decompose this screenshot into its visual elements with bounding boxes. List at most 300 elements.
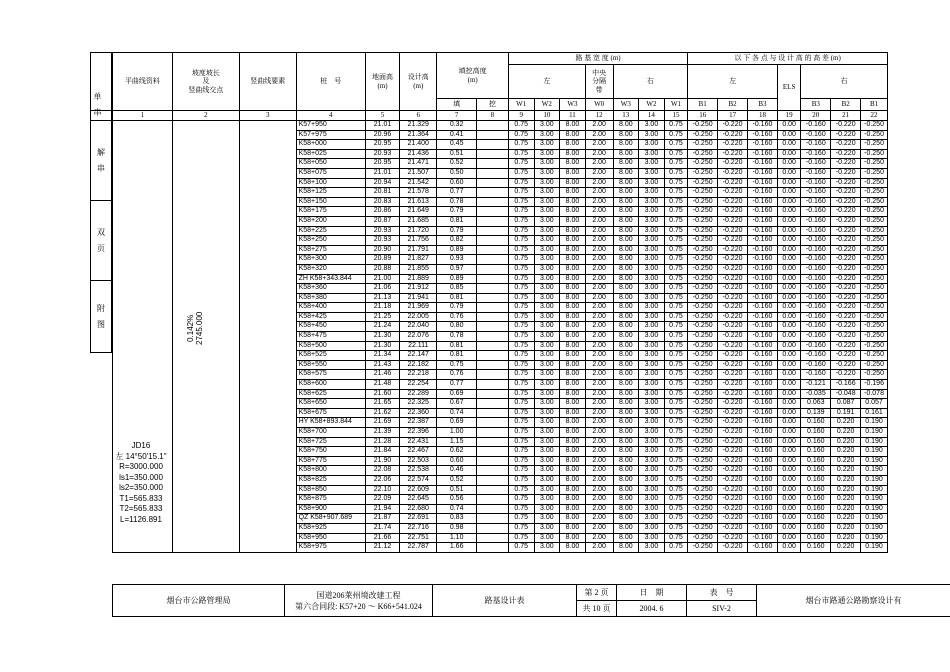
value-cell: 0.00: [777, 274, 800, 284]
value-cell: 0.75: [664, 168, 688, 178]
value-cell: [476, 437, 508, 447]
value-cell: 3.00: [534, 466, 560, 476]
value-cell: -0.220: [718, 341, 748, 351]
value-cell: -0.160: [748, 399, 778, 409]
value-cell: 0.75: [664, 159, 688, 169]
value-cell: -0.160: [748, 245, 778, 255]
value-cell: 3.00: [639, 543, 665, 553]
value-cell: 20.96: [365, 130, 399, 140]
value-cell: 0.75: [664, 121, 688, 131]
value-cell: -0.160: [748, 447, 778, 457]
value-cell: 20.83: [365, 197, 399, 207]
value-cell: 8.00: [560, 408, 586, 418]
value-cell: 21.87: [365, 514, 399, 524]
value-cell: [476, 168, 508, 178]
value-cell: [476, 408, 508, 418]
value-cell: 8.00: [613, 207, 639, 217]
value-cell: 2.00: [585, 312, 613, 322]
value-cell: -0.250: [688, 399, 718, 409]
value-cell: 8.00: [613, 514, 639, 524]
value-cell: 3.00: [639, 140, 665, 150]
value-cell: 22.387: [400, 418, 437, 428]
value-cell: -0.160: [748, 303, 778, 313]
sub-header: W2: [534, 99, 560, 111]
value-cell: 0.75: [508, 284, 534, 294]
value-cell: 0.00: [777, 485, 800, 495]
value-cell: 3.00: [534, 303, 560, 313]
value-cell: 8.00: [613, 284, 639, 294]
value-cell: 3.00: [639, 303, 665, 313]
value-cell: -0.160: [801, 332, 831, 342]
value-cell: 0.52: [437, 475, 476, 485]
value-cell: 0.75: [664, 360, 688, 370]
pile-cell: K58+800: [296, 466, 365, 476]
value-cell: -0.220: [718, 485, 748, 495]
value-cell: -0.220: [831, 121, 861, 131]
header-plane-curve: 平曲线资料: [113, 53, 173, 111]
value-cell: 8.00: [613, 322, 639, 332]
value-cell: 0.56: [437, 495, 476, 505]
value-cell: 3.00: [534, 543, 560, 553]
sub-header: B2: [831, 99, 861, 111]
value-cell: 0.190: [861, 475, 888, 485]
value-cell: 2.00: [585, 159, 613, 169]
value-cell: -0.160: [748, 236, 778, 246]
value-cell: 3.00: [639, 418, 665, 428]
value-cell: 0.75: [664, 456, 688, 466]
value-cell: -0.160: [748, 207, 778, 217]
value-cell: [476, 341, 508, 351]
value-cell: -0.220: [831, 255, 861, 265]
value-cell: 0.78: [437, 332, 476, 342]
value-cell: -0.220: [831, 332, 861, 342]
value-cell: -0.160: [748, 322, 778, 332]
curve-ls2: ls2=350.000: [119, 483, 163, 492]
pile-cell: K58+550: [296, 360, 365, 370]
value-cell: 0.75: [508, 274, 534, 284]
value-cell: 21.889: [400, 274, 437, 284]
value-cell: 0.75: [664, 197, 688, 207]
value-cell: -0.250: [688, 447, 718, 457]
value-cell: 8.00: [613, 312, 639, 322]
value-cell: [476, 399, 508, 409]
value-cell: 0.79: [437, 303, 476, 313]
value-cell: 20.93: [365, 236, 399, 246]
value-cell: 8.00: [560, 197, 586, 207]
value-cell: 0.75: [508, 533, 534, 543]
column-number: 10: [534, 111, 560, 121]
value-cell: [476, 245, 508, 255]
value-cell: -0.250: [688, 475, 718, 485]
value-cell: -0.160: [748, 178, 778, 188]
value-cell: 3.00: [639, 322, 665, 332]
value-cell: -0.220: [718, 207, 748, 217]
column-number: 14: [639, 111, 665, 121]
value-cell: 21.94: [365, 504, 399, 514]
value-cell: -0.160: [801, 274, 831, 284]
value-cell: -0.250: [861, 236, 888, 246]
value-cell: 0.160: [801, 475, 831, 485]
value-cell: 21.18: [365, 303, 399, 313]
pile-cell: K58+900: [296, 504, 365, 514]
value-cell: 3.00: [534, 284, 560, 294]
value-cell: [476, 428, 508, 438]
pile-cell: K58+125: [296, 188, 365, 198]
value-cell: 8.00: [560, 543, 586, 553]
value-cell: 3.00: [534, 380, 560, 390]
value-cell: 0.160: [801, 495, 831, 505]
value-cell: 0.00: [777, 351, 800, 361]
value-cell: 0.75: [508, 226, 534, 236]
value-cell: 3.00: [639, 533, 665, 543]
value-cell: -0.160: [801, 207, 831, 217]
value-cell: 8.00: [613, 159, 639, 169]
value-cell: 0.75: [664, 274, 688, 284]
value-cell: 0.75: [664, 341, 688, 351]
value-cell: 8.00: [613, 293, 639, 303]
value-cell: 21.01: [365, 121, 399, 131]
value-cell: 2.00: [585, 168, 613, 178]
value-cell: 0.00: [777, 533, 800, 543]
value-cell: 3.00: [639, 495, 665, 505]
value-cell: -0.160: [748, 380, 778, 390]
value-cell: -0.160: [748, 149, 778, 159]
pile-cell: K57+975: [296, 130, 365, 140]
value-cell: 20.93: [365, 226, 399, 236]
value-cell: 21.578: [400, 188, 437, 198]
value-cell: 0.00: [777, 399, 800, 409]
value-cell: 0.057: [861, 399, 888, 409]
value-cell: 3.00: [534, 408, 560, 418]
value-cell: 0.62: [437, 447, 476, 457]
value-cell: 8.00: [560, 447, 586, 457]
value-cell: 8.00: [560, 226, 586, 236]
value-cell: -0.220: [831, 226, 861, 236]
value-cell: 22.716: [400, 523, 437, 533]
value-cell: -0.250: [688, 149, 718, 159]
value-cell: 0.75: [508, 399, 534, 409]
value-cell: 8.00: [613, 149, 639, 159]
value-cell: 21.855: [400, 264, 437, 274]
value-cell: -0.250: [688, 341, 718, 351]
value-cell: -0.250: [688, 418, 718, 428]
value-cell: -0.220: [718, 360, 748, 370]
value-cell: 3.00: [534, 312, 560, 322]
value-cell: 20.89: [365, 255, 399, 265]
value-cell: 0.160: [801, 447, 831, 457]
column-number: 9: [508, 111, 534, 121]
value-cell: -0.160: [748, 341, 778, 351]
value-cell: 21.48: [365, 380, 399, 390]
value-cell: 0.75: [508, 236, 534, 246]
value-cell: 1.15: [437, 437, 476, 447]
value-cell: 0.00: [777, 466, 800, 476]
value-cell: 8.00: [560, 159, 586, 169]
value-cell: 8.00: [560, 485, 586, 495]
value-cell: 0.220: [831, 475, 861, 485]
value-cell: -0.220: [718, 121, 748, 131]
value-cell: 8.00: [613, 370, 639, 380]
value-cell: 3.00: [639, 341, 665, 351]
pile-cell: K58+250: [296, 236, 365, 246]
pile-cell: K58+750: [296, 447, 365, 457]
value-cell: 3.00: [534, 322, 560, 332]
value-cell: 0.220: [831, 428, 861, 438]
value-cell: -0.220: [718, 322, 748, 332]
value-cell: 22.396: [400, 428, 437, 438]
header-diff-group: 以 下 各 点 与 设 计 高 的 高 差 (m): [688, 53, 888, 65]
footer-project-name: 国道206莱州境改建工程: [316, 590, 401, 600]
value-cell: -0.220: [718, 264, 748, 274]
value-cell: 0.00: [777, 149, 800, 159]
value-cell: [476, 303, 508, 313]
value-cell: 21.39: [365, 428, 399, 438]
value-cell: 8.00: [560, 466, 586, 476]
value-cell: 0.75: [508, 293, 534, 303]
value-cell: -0.220: [718, 495, 748, 505]
sub-header: W2: [639, 99, 665, 111]
value-cell: [476, 514, 508, 524]
value-cell: 22.787: [400, 543, 437, 553]
header-els: ELS: [777, 65, 800, 111]
footer-date-value: 2004. 6: [617, 601, 687, 617]
value-cell: 0.52: [437, 159, 476, 169]
pile-cell: K58+950: [296, 533, 365, 543]
value-cell: -0.220: [831, 312, 861, 322]
footer-date-label: 日 期: [617, 585, 687, 601]
value-cell: 3.00: [639, 178, 665, 188]
value-cell: 0.00: [777, 226, 800, 236]
value-cell: 2.00: [585, 475, 613, 485]
value-cell: 0.00: [777, 447, 800, 457]
pile-cell: K58+700: [296, 428, 365, 438]
value-cell: 0.160: [801, 437, 831, 447]
pile-cell: K58+500: [296, 341, 365, 351]
value-cell: -0.160: [748, 159, 778, 169]
value-cell: -0.250: [861, 159, 888, 169]
value-cell: -0.250: [688, 188, 718, 198]
value-cell: -0.220: [718, 303, 748, 313]
value-cell: 2.00: [585, 207, 613, 217]
value-cell: 22.431: [400, 437, 437, 447]
value-cell: -0.250: [688, 523, 718, 533]
value-cell: 2.00: [585, 303, 613, 313]
value-cell: 3.00: [639, 447, 665, 457]
value-cell: 0.75: [508, 255, 534, 265]
value-cell: 8.00: [613, 130, 639, 140]
value-cell: 2.00: [585, 293, 613, 303]
value-cell: 0.00: [777, 188, 800, 198]
value-cell: 0.160: [801, 514, 831, 524]
value-cell: 3.00: [534, 197, 560, 207]
value-cell: 0.75: [508, 447, 534, 457]
value-cell: -0.160: [801, 293, 831, 303]
value-cell: 3.00: [534, 159, 560, 169]
value-cell: 8.00: [560, 523, 586, 533]
value-cell: 2.00: [585, 466, 613, 476]
value-cell: -0.160: [748, 437, 778, 447]
value-cell: -0.160: [801, 236, 831, 246]
value-cell: -0.160: [748, 226, 778, 236]
value-cell: 2.00: [585, 341, 613, 351]
value-cell: -0.250: [861, 351, 888, 361]
value-cell: 3.00: [534, 255, 560, 265]
pile-cell: K58+475: [296, 332, 365, 342]
value-cell: 0.00: [777, 504, 800, 514]
value-cell: 22.254: [400, 380, 437, 390]
side-label: 双 页: [91, 201, 112, 281]
value-cell: 8.00: [560, 428, 586, 438]
value-cell: 2.00: [585, 399, 613, 409]
value-cell: -0.250: [861, 332, 888, 342]
value-cell: -0.220: [718, 293, 748, 303]
value-cell: -0.250: [861, 341, 888, 351]
header-fill-cut: 填挖高度 (m): [437, 53, 509, 99]
value-cell: -0.160: [748, 533, 778, 543]
value-cell: -0.250: [688, 514, 718, 524]
value-cell: 21.28: [365, 437, 399, 447]
value-cell: 0.063: [801, 399, 831, 409]
value-cell: -0.220: [718, 149, 748, 159]
value-cell: 2.00: [585, 437, 613, 447]
table-row: [113, 121, 888, 131]
value-cell: -0.250: [688, 245, 718, 255]
value-cell: 0.00: [777, 303, 800, 313]
value-cell: 0.161: [861, 408, 888, 418]
value-cell: -0.250: [688, 543, 718, 553]
value-cell: [476, 495, 508, 505]
value-cell: [476, 197, 508, 207]
value-cell: 3.00: [639, 389, 665, 399]
value-cell: -0.250: [861, 303, 888, 313]
pile-cell: K58+225: [296, 226, 365, 236]
header-cut: 挖: [476, 99, 508, 111]
value-cell: 0.00: [777, 130, 800, 140]
footer-project: [285, 585, 433, 617]
grade-slope: 0.142%: [186, 314, 195, 342]
value-cell: 3.00: [639, 437, 665, 447]
value-cell: -0.220: [718, 370, 748, 380]
value-cell: -0.220: [718, 428, 748, 438]
value-cell: 3.00: [534, 341, 560, 351]
value-cell: 3.00: [639, 130, 665, 140]
value-cell: 0.75: [508, 341, 534, 351]
value-cell: -0.220: [831, 293, 861, 303]
value-cell: 3.00: [534, 360, 560, 370]
value-cell: 20.95: [365, 140, 399, 150]
value-cell: 0.74: [437, 408, 476, 418]
value-cell: 3.00: [639, 332, 665, 342]
value-cell: 0.00: [777, 245, 800, 255]
value-cell: -0.220: [831, 159, 861, 169]
value-cell: 0.69: [437, 389, 476, 399]
value-cell: 0.75: [508, 188, 534, 198]
value-cell: 2.00: [585, 149, 613, 159]
value-cell: 0.75: [664, 428, 688, 438]
value-cell: 2.00: [585, 332, 613, 342]
value-cell: -0.160: [801, 168, 831, 178]
value-cell: 2.00: [585, 236, 613, 246]
value-cell: 22.751: [400, 533, 437, 543]
value-cell: 8.00: [560, 255, 586, 265]
pile-cell: K58+975: [296, 543, 365, 553]
value-cell: 22.538: [400, 466, 437, 476]
pile-cell: K58+725: [296, 437, 365, 447]
pile-cell: K58+025: [296, 149, 365, 159]
value-cell: -0.220: [718, 188, 748, 198]
value-cell: 0.75: [508, 121, 534, 131]
value-cell: -0.160: [748, 418, 778, 428]
value-cell: 0.75: [508, 475, 534, 485]
value-cell: 22.182: [400, 360, 437, 370]
value-cell: 8.00: [560, 514, 586, 524]
value-cell: 0.75: [664, 149, 688, 159]
value-cell: 0.75: [664, 351, 688, 361]
value-cell: 3.00: [639, 456, 665, 466]
value-cell: -0.160: [748, 543, 778, 553]
value-cell: -0.250: [688, 178, 718, 188]
value-cell: 0.75: [508, 514, 534, 524]
header-fill: 填: [437, 99, 476, 111]
value-cell: -0.160: [748, 140, 778, 150]
side-label: 解 串: [91, 121, 112, 201]
value-cell: 3.00: [534, 399, 560, 409]
value-cell: 0.50: [437, 168, 476, 178]
value-cell: 8.00: [613, 140, 639, 150]
value-cell: 0.220: [831, 514, 861, 524]
value-cell: 8.00: [560, 264, 586, 274]
value-cell: 2.00: [585, 456, 613, 466]
value-cell: -0.160: [748, 360, 778, 370]
pile-cell: K58+425: [296, 312, 365, 322]
value-cell: 0.00: [777, 456, 800, 466]
value-cell: -0.250: [861, 312, 888, 322]
value-cell: 21.46: [365, 370, 399, 380]
curve-radius: R=3000.000: [119, 462, 163, 471]
value-cell: 0.75: [508, 504, 534, 514]
value-cell: 22.076: [400, 332, 437, 342]
header-diff-right: 右: [801, 65, 888, 99]
value-cell: -0.250: [861, 130, 888, 140]
value-cell: 3.00: [534, 236, 560, 246]
value-cell: 3.00: [534, 495, 560, 505]
value-cell: 2.00: [585, 130, 613, 140]
value-cell: 0.82: [437, 236, 476, 246]
value-cell: [476, 159, 508, 169]
value-cell: 0.00: [777, 178, 800, 188]
value-cell: 8.00: [560, 188, 586, 198]
pile-cell: K58+360: [296, 284, 365, 294]
value-cell: 0.75: [664, 332, 688, 342]
value-cell: -0.160: [748, 351, 778, 361]
value-cell: 0.60: [437, 456, 476, 466]
value-cell: -0.250: [861, 360, 888, 370]
value-cell: -0.160: [801, 140, 831, 150]
value-cell: 0.190: [861, 523, 888, 533]
value-cell: -0.160: [748, 197, 778, 207]
value-cell: 0.75: [508, 264, 534, 274]
value-cell: 20.93: [365, 149, 399, 159]
value-cell: -0.220: [718, 312, 748, 322]
value-cell: [476, 380, 508, 390]
value-cell: -0.160: [748, 255, 778, 265]
value-cell: 8.00: [560, 322, 586, 332]
value-cell: 0.81: [437, 216, 476, 226]
value-cell: -0.160: [748, 504, 778, 514]
value-cell: -0.250: [688, 456, 718, 466]
value-cell: 0.75: [508, 197, 534, 207]
value-cell: 8.00: [560, 140, 586, 150]
